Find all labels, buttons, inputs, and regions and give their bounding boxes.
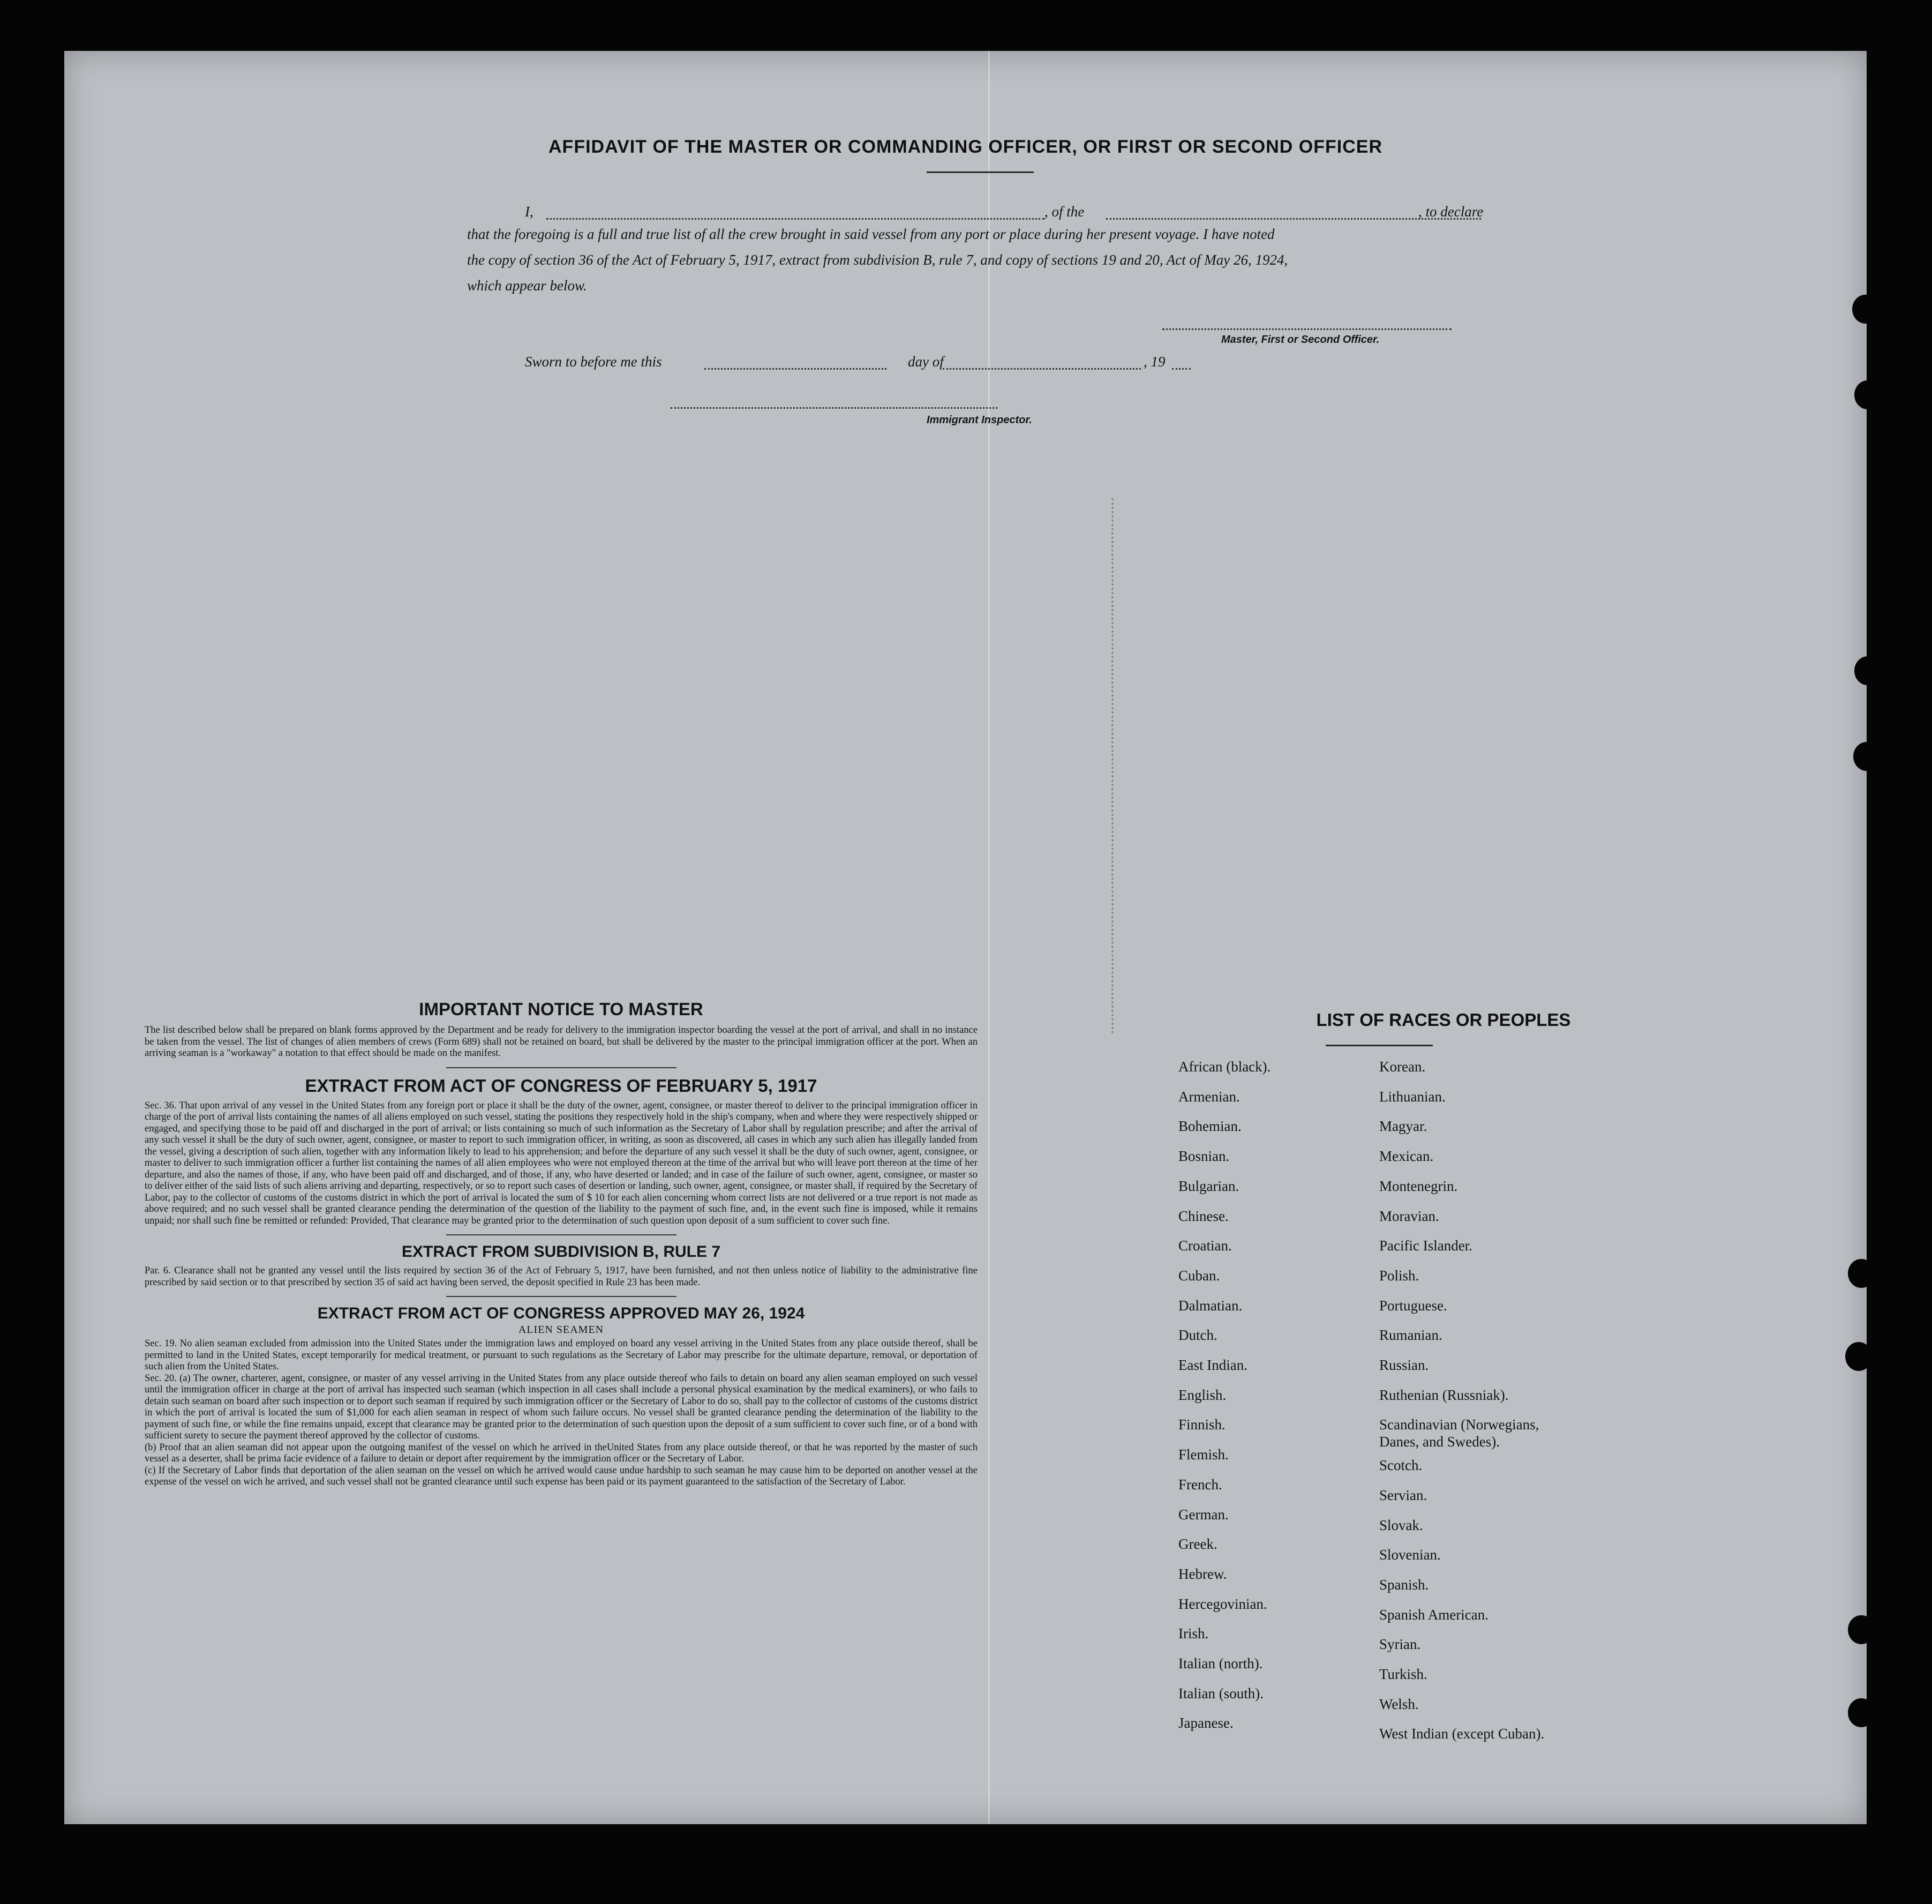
- sec19-text: Sec. 19. No alien seaman excluded from admission into the United States under the immigration laws and employed on board any vessel arriving in the United States from any place outside thereof, shall be permitted to land in the United States, except temporarily for medical treatment, or pursuant to such regulations as the Secretary of Labor may prescribe for the ultimate departure, removal, or deportation of such alien from the United States.: [145, 1338, 978, 1372]
- race-item: Polish.: [1379, 1268, 1419, 1284]
- sworn-year-blank: [1172, 368, 1191, 370]
- affidavit-i-label: I,: [525, 204, 533, 220]
- race-item: Mexican.: [1379, 1148, 1434, 1164]
- race-item: Magyar.: [1379, 1118, 1427, 1134]
- affidavit-body-line: which appear below.: [467, 278, 587, 294]
- race-item: African (black).: [1178, 1059, 1271, 1075]
- race-item: Chinese.: [1178, 1208, 1229, 1224]
- race-item: English.: [1178, 1387, 1227, 1403]
- race-item: Hebrew.: [1178, 1566, 1227, 1582]
- race-item: Dutch.: [1178, 1327, 1217, 1343]
- sworn-year-label: , 19: [1144, 354, 1166, 370]
- affidavit-body-line: that the foregoing is a full and true list of all the crew brought in said vessel from any port or place during her present voyage. I have noted: [467, 226, 1275, 242]
- race-item: Montenegrin.: [1379, 1178, 1458, 1194]
- sworn-day-blank: [704, 368, 886, 370]
- race-item: Portuguese.: [1379, 1298, 1447, 1314]
- race-item: Dalmatian.: [1178, 1298, 1243, 1314]
- race-item: Bosnian.: [1178, 1148, 1230, 1164]
- race-item: Rumanian.: [1379, 1327, 1442, 1343]
- race-item: East Indian.: [1178, 1357, 1247, 1373]
- race-item: Russian.: [1379, 1357, 1429, 1373]
- extract-1924-title: EXTRACT FROM ACT OF CONGRESS APPROVED MAY 26, 1924: [317, 1305, 805, 1322]
- sworn-label: Sworn to before me this: [525, 354, 662, 370]
- punch-hole: [1853, 742, 1880, 771]
- race-item: Irish.: [1178, 1625, 1209, 1641]
- inspector-caption: Immigrant Inspector.: [927, 414, 1032, 426]
- race-item: West Indian (except Cuban).: [1379, 1726, 1545, 1742]
- race-item: Turkish.: [1379, 1666, 1427, 1682]
- race-item: Spanish American.: [1379, 1607, 1489, 1623]
- race-item: Scandinavian (Norwegians, Danes, and Swedes).: [1379, 1416, 1539, 1450]
- race-item: Moravian.: [1379, 1208, 1439, 1224]
- race-item: German.: [1178, 1506, 1229, 1523]
- race-item: Finnish.: [1178, 1416, 1226, 1433]
- title-underline: [927, 171, 1034, 173]
- race-item: Japanese.: [1178, 1715, 1234, 1731]
- race-item: Pacific Islander.: [1379, 1238, 1472, 1254]
- sworn-month-blank: [943, 368, 1141, 370]
- punch-hole: [1848, 1615, 1875, 1644]
- races-title: LIST OF RACES OR PEOPLES: [1316, 1010, 1571, 1030]
- race-item: Lithuanian.: [1379, 1089, 1446, 1105]
- race-item: Cuban.: [1178, 1268, 1220, 1284]
- race-item: Korean.: [1379, 1059, 1426, 1075]
- faint-row-marks: [1111, 498, 1135, 1034]
- race-item: Hercegovinian.: [1178, 1596, 1267, 1612]
- race-item: Welsh.: [1379, 1696, 1419, 1712]
- section-divider: [446, 1067, 676, 1068]
- race-item: Spanish.: [1379, 1577, 1429, 1593]
- affidavit-of-the-label: , of the: [1044, 204, 1085, 220]
- race-item: Scotch.: [1379, 1457, 1423, 1473]
- sec20a-text: Sec. 20. (a) The owner, charterer, agent, consignee, or master of any vessel arriving in the United States from any place outside thereof who fails to detain on board any alien seaman employed on such vessel until the immigration officer in charge at the port of arrival has inspected such seaman (which inspection in all cases shall include a personal physical examination by the medical examiners), or who fails to detain such seaman on board after such inspection or to deport such seaman if required by such immigration officer or the Secretary of Labor to do so, shall pay to the collector of customs of the customs district in which the port of arrival is located the sum of $1,000 for each alien seaman in respect of whom such failure occurs. No vessel shall be granted clearance pending the determination of the liability to the payment of such fine, or while the fine remains unpaid, except that clearance may be granted prior to the determination of such question upon the deposit of a sum sufficient to cover such fine, or of a bond with sufficient surety to secure the payment thereof approved by the collector of customs.: [145, 1373, 978, 1441]
- punch-hole: [1854, 656, 1881, 685]
- punch-hole: [1845, 1342, 1872, 1371]
- section-divider: [446, 1296, 676, 1297]
- extract-1917-text: Sec. 36. That upon arrival of any vessel in the United States from any foreign port or place it shall be the duty of the owner, agent, consignee, or master thereof to deliver to the principal immigration officer in charge of the port of arrival lists containing the names of all aliens employed on such vessel, stating the positions they respectively hold in the ship's company, when and where they were respectively shipped or engaged, and specifying those to be paid off and discharged in the port of arrival; or lists containing so much of such information as the Secretary of Labor shall by regulation prescribe; and after the arrival of any such vessel it shall be the duty of such owner, agent, consignee, or master to report to such immigration officer, in writing, as soon as discovered, all cases in which any such alien has illegally landed from the vessel, giving a description of such alien, together with any information likely to lead to his apprehension; and before the departure of any such vessel it shall be the duty of such owner, agent, consignee, or master to deliver to such immigration officer a further list containing the names of all alien employees who were not employed thereon at the time of the arrival but who will leave port thereon at the time of her departure, and also the names of those, if any, who have been paid off and discharged, and of those, if any, who have deserted or landed; and in case of the failure of such owner, agent, consignee, or master so to deliver either of the said lists of such aliens arriving and departing, respectively, or so to report such cases of desertion or landing, such owner, agent, consignee, or master shall, if required by the Secretary of Labor, pay to the collector of customs of the customs district in which the port of arrival is located the sum of $ 10 for each alien concerning whom correct lists are not delivered or a true report is not made as above required; and no such vessel shall be granted clearance pending the determination of the question of the liability to the payment of such fine, and, in the event such fine is imposed, while it remains unpaid; nor shall such fine be remitted or refunded: Provided, That clearance may be granted prior to the determination of such question upon deposit of a sum sufficient to cover such fine.: [145, 1100, 978, 1226]
- race-item: French.: [1178, 1476, 1222, 1493]
- affidavit-title: AFFIDAVIT OF THE MASTER OR COMMANDING OFFICER, OR FIRST OR SECOND OFFICER: [548, 137, 1382, 157]
- notices-column: [145, 999, 978, 1488]
- affidavit-declare-label: , to declare: [1418, 204, 1484, 220]
- affidavit-body-line: the copy of section 36 of the Act of February 5, 1917, extract from subdivision B, rule 7, and copy of sections 19 and 20, Act of May 26, 1924,: [467, 252, 1288, 268]
- master-signature-line: [1162, 328, 1452, 330]
- punch-hole: [1854, 380, 1881, 409]
- race-item: Italian (north).: [1178, 1655, 1263, 1671]
- inspector-signature-line: [671, 407, 997, 409]
- race-item: Bulgarian.: [1178, 1178, 1239, 1194]
- punch-hole: [1848, 1698, 1875, 1727]
- race-item: Italian (south).: [1178, 1685, 1264, 1701]
- fold-line: [988, 51, 990, 1824]
- extract-1917-title: EXTRACT FROM ACT OF CONGRESS OF FEBRUARY 5, 1917: [305, 1075, 817, 1096]
- punch-hole: [1848, 1259, 1875, 1288]
- rule7-title: EXTRACT FROM SUBDIVISION B, RULE 7: [401, 1243, 721, 1261]
- race-item: Slovenian.: [1379, 1547, 1441, 1563]
- sec20c-text: (c) If the Secretary of Labor finds that deportation of the alien seaman on the vessel on which he arrived would cause undue hardship to such seaman he may cause him to be deported on another vessel at the expense of the vessel on wich he arrived, and such vessel shall not be granted clearance until such expense has been paid or its payment guaranteed to the satisfaction of the Secretary of Labor.: [145, 1465, 978, 1487]
- race-item: Croatian.: [1178, 1238, 1232, 1254]
- punch-hole: [1852, 295, 1879, 324]
- alien-seamen-subtitle: ALIEN SEAMEN: [518, 1324, 604, 1336]
- sworn-day-of-label: day of: [908, 354, 944, 370]
- section-divider: [446, 1234, 676, 1235]
- document-sheet: [64, 51, 1867, 1824]
- race-item: Bohemian.: [1178, 1118, 1242, 1134]
- notice-title: IMPORTANT NOTICE TO MASTER: [419, 999, 703, 1019]
- race-item: Ruthenian (Russniak).: [1379, 1387, 1509, 1403]
- rule7-text: Par. 6. Clearance shall not be granted any vessel until the lists required by section 36 of the Act of February 5, 1917, have been furnished, and not then unless notice of liability to the administrative fine prescribed by said section or to that prescribed by section 35 of said act having been served, the deposit specified in Rule 23 has been made.: [145, 1265, 978, 1288]
- race-item: Greek.: [1178, 1536, 1217, 1552]
- master-signature-caption: Master, First or Second Officer.: [1221, 334, 1380, 346]
- name-blank: [546, 218, 1044, 220]
- notice-text: The list described below shall be prepared on blank forms approved by the Department and be ready for delivery to the immigration inspector boarding the vessel at the port of arrival, and shall in no instance be taken from the vessel. The list of changes of alien members of crews (Form 689) shall not be retained on board, but shall be delivered by the master to the principal immigration officer at the port. When an arriving seaman is a "workaway" a notation to that effect should be made on the manifest.: [145, 1025, 978, 1059]
- sec20b-text: (b) Proof that an alien seaman did not appear upon the outgoing manifest of the vessel on which he arrived in theUnited States from any place outside thereof, or that he was reported by the master of such vessel as a deserter, shall be prima facie evidence of a failure to detain or deport after requirement by the immigration officer or the Secretary of Labor.: [145, 1442, 978, 1464]
- race-item: Armenian.: [1178, 1089, 1240, 1105]
- race-item: Servian.: [1379, 1487, 1427, 1503]
- race-item: Syrian.: [1379, 1636, 1421, 1652]
- races-title-underline: [1326, 1045, 1433, 1046]
- race-item: Slovak.: [1379, 1517, 1423, 1533]
- race-item: Flemish.: [1178, 1446, 1229, 1463]
